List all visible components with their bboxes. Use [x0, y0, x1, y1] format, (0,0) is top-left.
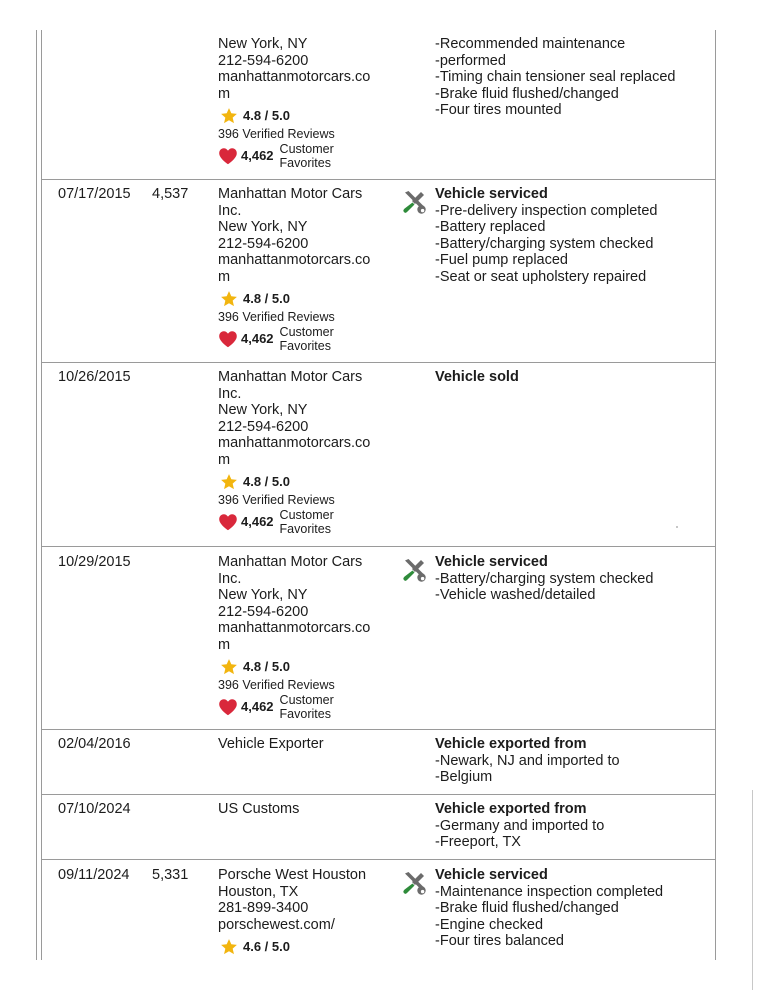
source-line: Manhattan Motor Cars [218, 554, 363, 570]
source-line: manhattanmotorcars.co [218, 252, 371, 268]
rating-value: 4.6 / 5.0 [243, 938, 290, 954]
source-line: Inc. [218, 202, 242, 219]
detail-title: Vehicle serviced [435, 554, 548, 570]
verified-reviews: 396 Verified Reviews [218, 310, 335, 324]
source-line: manhattanmotorcars.co [218, 435, 371, 451]
source-line: New York, NY [218, 219, 308, 235]
history-record [42, 179, 716, 363]
verified-reviews: 396 Verified Reviews [218, 127, 335, 141]
bullet-dash: - [435, 900, 440, 916]
customer-favorites [218, 325, 393, 353]
source-line: porschewest.com/ [218, 916, 335, 933]
source-line: m [218, 85, 231, 102]
star-icon [220, 290, 238, 308]
detail-item-text: Four tires balanced [439, 933, 564, 949]
favorites-count: 4,462 [241, 698, 274, 714]
favorites-label-line: Favorites [279, 156, 331, 170]
record-details [435, 36, 710, 119]
source-rating [218, 290, 393, 308]
source-line: Houston, TX [218, 883, 299, 900]
bullet-dash: - [435, 834, 440, 850]
source-line: 212-594-6200 [218, 52, 309, 69]
wrench-screwdriver-icon [401, 557, 427, 583]
source-rating [218, 473, 393, 491]
bullet-dash: - [435, 252, 440, 268]
customer-favorites [218, 693, 393, 721]
detail-item-text: performed [439, 52, 506, 69]
detail-item-text: Battery replaced [439, 219, 546, 235]
detail-item-text: Freeport, TX [439, 834, 521, 850]
history-record [42, 859, 716, 960]
record-source [218, 801, 393, 818]
favorites-count: 4,462 [241, 147, 274, 163]
source-line: 212-594-6200 [218, 418, 309, 435]
bullet-dash: - [435, 102, 440, 118]
detail-item-text: Timing chain tensioner seal replaced [439, 69, 676, 85]
source-line: Porsche West Houston [218, 867, 367, 883]
record-details [435, 186, 710, 285]
star-icon [220, 658, 238, 676]
record-date: 07/10/2024 [58, 801, 131, 817]
source-rating [218, 938, 393, 956]
history-record [42, 362, 716, 547]
detail-item [435, 834, 710, 851]
record-details [435, 736, 710, 786]
source-line: 212-594-6200 [218, 235, 309, 252]
detail-title: Vehicle serviced [435, 186, 548, 202]
history-table [36, 30, 716, 960]
source-line: Inc. [218, 570, 242, 587]
verified-reviews: 396 Verified Reviews [218, 493, 335, 507]
detail-item [435, 69, 710, 86]
bullet-dash: - [435, 52, 440, 69]
record-mileage: 5,331 [152, 867, 189, 883]
detail-item [435, 587, 710, 604]
record-date: 02/04/2016 [58, 736, 131, 752]
detail-item [435, 769, 710, 786]
detail-item-text: Four tires mounted [439, 102, 562, 118]
source-rating [218, 107, 393, 125]
rating-value: 4.8 / 5.0 [243, 473, 290, 489]
detail-item-text: Fuel pump replaced [439, 252, 569, 268]
star-icon [220, 473, 238, 491]
rating-value: 4.8 / 5.0 [243, 658, 290, 674]
bullet-dash: - [435, 268, 440, 285]
favorites-label [280, 693, 334, 721]
detail-item-text: Vehicle washed/detailed [439, 587, 596, 603]
rating-value: 4.8 / 5.0 [243, 290, 290, 306]
detail-item-text: Maintenance inspection completed [439, 883, 664, 900]
record-date: 10/26/2015 [58, 369, 131, 385]
detail-item [435, 102, 710, 119]
history-record [42, 546, 716, 730]
record-source [218, 736, 393, 753]
bullet-dash: - [435, 219, 440, 235]
favorites-label [280, 508, 334, 536]
heart-icon [218, 330, 238, 348]
detail-item-text: Engine checked [439, 916, 544, 933]
detail-item [435, 53, 710, 70]
record-source [218, 186, 393, 353]
detail-item [435, 36, 710, 53]
detail-item [435, 917, 710, 934]
detail-item-text: Brake fluid flushed/changed [439, 85, 619, 102]
record-source [218, 867, 393, 956]
detail-item-text: Recommended maintenance [439, 36, 626, 52]
detail-item-text: Pre-delivery inspection completed [439, 202, 658, 219]
favorites-label-line: Customer [279, 693, 334, 707]
source-line: m [218, 636, 231, 653]
bullet-dash: - [435, 752, 440, 769]
bullet-dash: - [435, 817, 440, 834]
detail-item [435, 269, 710, 286]
source-line: manhattanmotorcars.co [218, 620, 371, 636]
source-line: 281-899-3400 [218, 900, 309, 916]
verified-reviews: 396 Verified Reviews [218, 678, 335, 692]
record-date: 09/11/2024 [58, 867, 130, 883]
source-line: m [218, 451, 231, 468]
favorites-count: 4,462 [241, 513, 274, 529]
record-date: 10/29/2015 [58, 554, 131, 570]
favorites-label-line: Customer [279, 508, 334, 522]
star-icon [220, 107, 238, 125]
detail-item [435, 884, 710, 901]
detail-item-text: Germany and imported to [439, 817, 605, 834]
favorites-label [280, 142, 334, 170]
record-details [435, 369, 710, 386]
detail-item [435, 900, 710, 917]
record-source [218, 36, 393, 170]
record-mileage: 4,537 [152, 186, 189, 202]
detail-item [435, 753, 710, 770]
table-border-left [36, 30, 37, 960]
detail-title: Vehicle exported from [435, 736, 587, 752]
bullet-dash: - [435, 85, 440, 102]
bullet-dash: - [435, 587, 440, 603]
favorites-label-line: Favorites [279, 522, 331, 536]
source-line: Vehicle Exporter [218, 736, 324, 752]
detail-item-text: Battery/charging system checked [439, 570, 654, 587]
wrench-screwdriver-icon [401, 870, 427, 896]
record-details [435, 801, 710, 851]
bullet-dash: - [435, 883, 440, 900]
bullet-dash: - [435, 769, 440, 785]
detail-item [435, 818, 710, 835]
source-line: manhattanmotorcars.co [218, 69, 371, 85]
bullet-dash: - [435, 916, 440, 933]
record-date: 07/17/2015 [58, 186, 131, 202]
scan-speck [676, 526, 678, 528]
favorites-label-line: Favorites [279, 707, 331, 721]
bullet-dash: - [435, 36, 440, 52]
detail-item [435, 252, 710, 269]
source-line: New York, NY [218, 36, 308, 52]
source-line: 212-594-6200 [218, 603, 309, 620]
source-line: Manhattan Motor Cars [218, 186, 363, 202]
history-record [42, 729, 716, 795]
detail-item [435, 571, 710, 588]
record-source [218, 554, 393, 721]
bullet-dash: - [435, 570, 440, 587]
source-line: New York, NY [218, 587, 308, 603]
favorites-label-line: Customer [279, 142, 334, 156]
favorites-count: 4,462 [241, 330, 274, 346]
bullet-dash: - [435, 933, 440, 949]
detail-item [435, 203, 710, 220]
scan-edge-line [752, 790, 753, 990]
history-record [42, 30, 716, 180]
favorites-label-line: Customer [279, 325, 334, 339]
heart-icon [218, 513, 238, 531]
source-line: Inc. [218, 385, 242, 402]
record-details [435, 554, 710, 604]
detail-item [435, 236, 710, 253]
detail-item [435, 219, 710, 236]
bullet-dash: - [435, 202, 440, 219]
rating-value: 4.8 / 5.0 [243, 107, 290, 123]
detail-item [435, 86, 710, 103]
source-line: New York, NY [218, 402, 308, 418]
detail-title: Vehicle serviced [435, 867, 548, 883]
detail-item [435, 933, 710, 950]
bullet-dash: - [435, 235, 440, 252]
detail-item-text: Newark, NJ and imported to [439, 752, 620, 769]
favorites-label-line: Favorites [279, 339, 331, 353]
record-source [218, 369, 393, 536]
bullet-dash: - [435, 69, 440, 85]
detail-title: Vehicle exported from [435, 801, 587, 817]
customer-favorites [218, 508, 393, 536]
wrench-screwdriver-icon [401, 189, 427, 215]
source-line: Manhattan Motor Cars [218, 369, 363, 385]
detail-item-text: Brake fluid flushed/changed [439, 900, 619, 916]
source-line: US Customs [218, 801, 300, 817]
heart-icon [218, 698, 238, 716]
detail-item-text: Battery/charging system checked [439, 235, 654, 252]
star-icon [220, 938, 238, 956]
favorites-label [280, 325, 334, 353]
detail-item-text: Belgium [439, 769, 493, 785]
source-rating [218, 658, 393, 676]
detail-title: Vehicle sold [435, 369, 519, 385]
customer-favorites [218, 142, 393, 170]
detail-item-text: Seat or seat upholstery repaired [439, 268, 647, 285]
history-record [42, 794, 716, 860]
source-line: m [218, 268, 231, 285]
record-details [435, 867, 710, 950]
heart-icon [218, 147, 238, 165]
